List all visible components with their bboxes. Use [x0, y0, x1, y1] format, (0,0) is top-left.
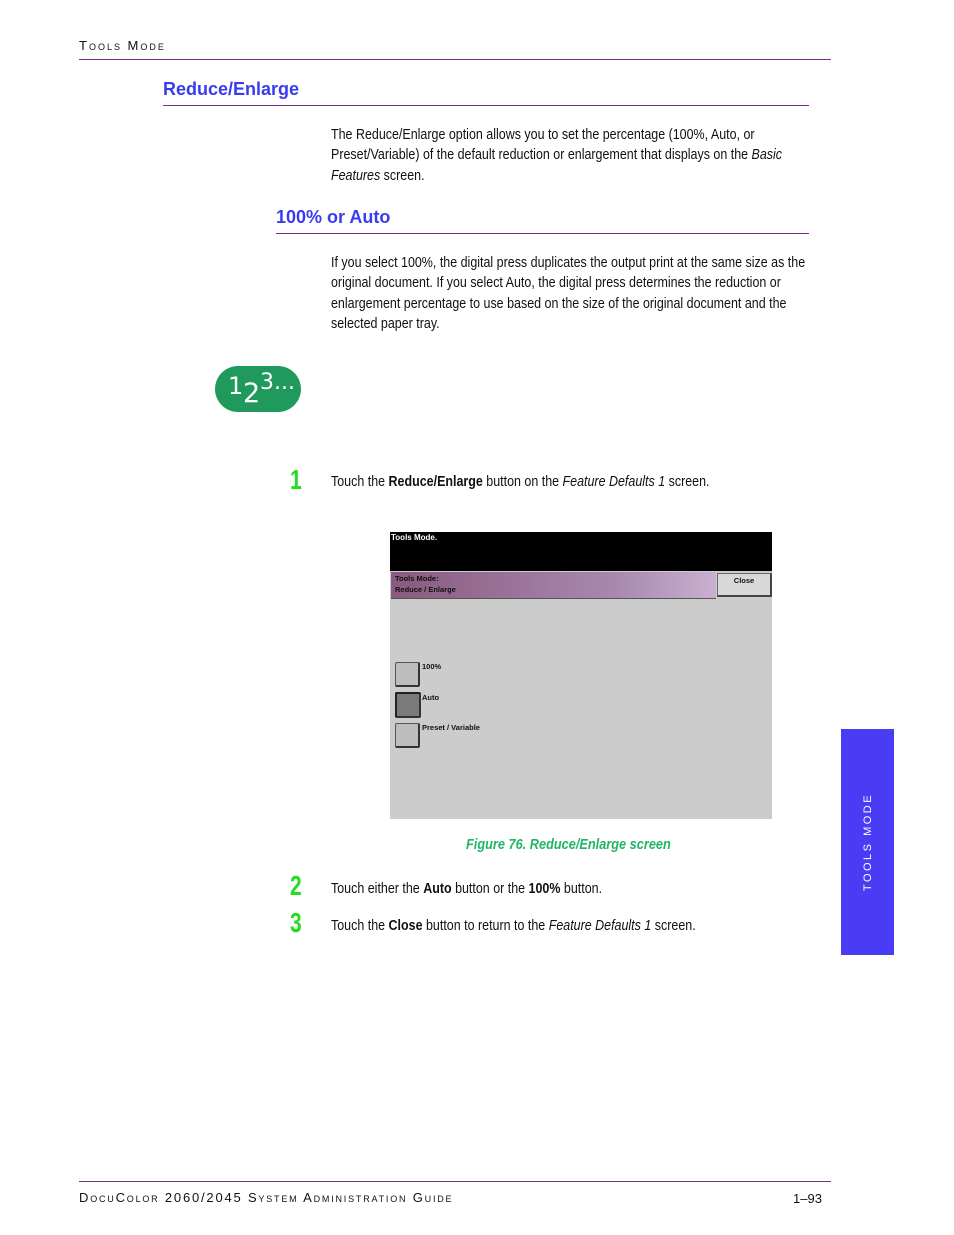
screen-bar-line2: Reduce / Enlarge: [395, 585, 456, 594]
section-title: Reduce/Enlarge: [163, 79, 300, 99]
intro-paragraph: [331, 125, 826, 186]
step3-pre: Touch the: [331, 918, 389, 934]
footer-rule: [79, 1181, 831, 1182]
side-chapter-tab: [841, 729, 894, 955]
badge-digit-1: 1: [228, 372, 244, 400]
subsection-paragraph: If you select 100%, the digital press duplicates the output print at the same size as the original document. If you select Auto, the digital press determines the reduction or enlargement percentage to use based on the size of the original document and the selected paper tray.: [331, 255, 806, 332]
screen-title: Tools Mode.: [391, 533, 438, 542]
option-100-label: 100%: [422, 662, 442, 671]
intro-text-italic: Basic Features: [331, 147, 783, 184]
step1-pre: Touch the: [331, 474, 389, 490]
reduce-enlarge-screen: [390, 532, 772, 819]
step-number-1: 1: [290, 464, 302, 495]
intro-text-2: screen.: [380, 167, 425, 184]
page-number: 1–93: [793, 1191, 822, 1206]
badge-digit-3: 3...: [260, 370, 295, 395]
subsection-rule: [276, 233, 809, 234]
step3-italic: Feature Defaults 1: [548, 918, 652, 934]
section-rule: [163, 105, 809, 106]
step2-bold2: 100%: [528, 881, 561, 897]
side-tab-label: TOOLS MODE: [861, 792, 874, 892]
step2-mid: button or the: [451, 881, 529, 897]
close-button[interactable]: Close: [717, 573, 772, 597]
step1-bold: Reduce/Enlarge: [388, 474, 483, 490]
step-text-2: [331, 881, 602, 897]
step3-post: screen.: [651, 918, 696, 934]
step2-pre: Touch either the: [331, 881, 424, 897]
screen-title-bar: [390, 532, 772, 571]
screen-header-bar: [391, 572, 716, 599]
intro-text-1: The Reduce/Enlarge option allows you to set the percentage (100%, Auto, or Preset/Variable) of the default reduction or enlargement that displays on the: [331, 127, 755, 164]
option-auto-label: Auto: [422, 693, 440, 702]
option-preset-variable-button[interactable]: [395, 723, 420, 748]
running-head: Tools Mode: [79, 38, 166, 53]
procedure-badge-icon: [215, 366, 301, 412]
step2-bold1: Auto: [423, 881, 452, 897]
step3-bold: Close: [388, 918, 423, 934]
screen-bar-line1: Tools Mode:: [395, 574, 439, 583]
badge-digit-2: 2: [243, 378, 261, 409]
step-text-3: [331, 918, 696, 934]
figure-caption: Figure 76. Reduce/Enlarge screen: [466, 836, 671, 853]
step-number-3: 3: [290, 907, 302, 938]
subsection-title: 100% or Auto: [276, 207, 391, 227]
step1-mid: button on the: [482, 474, 563, 490]
footer-title: DocuColor 2060/2045 System Administration Guide: [79, 1190, 454, 1205]
header-rule: [79, 59, 831, 60]
step-number-2: 2: [290, 870, 302, 901]
step-text-1: [331, 474, 710, 490]
step2-post: button.: [560, 881, 603, 897]
step3-mid: button to return to the: [422, 918, 549, 934]
option-auto-button[interactable]: [395, 692, 421, 718]
step1-post: screen.: [665, 474, 710, 490]
step1-italic: Feature Defaults 1: [562, 474, 666, 490]
option-100-button[interactable]: [395, 662, 420, 687]
option-preset-variable-label: Preset / Variable: [422, 723, 480, 732]
